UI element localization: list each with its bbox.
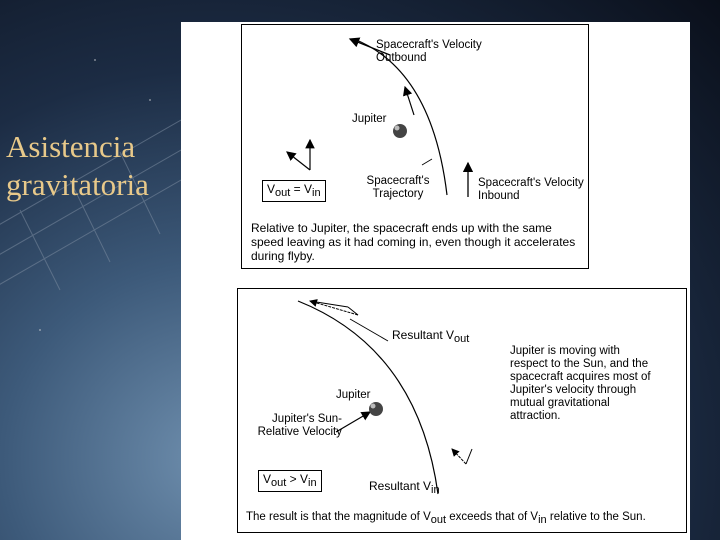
outbound-vector-triangle: [310, 301, 358, 315]
top-caption: Relative to Jupiter, the spacecraft ends up with the same speed leaving as it had coming in, even though it accelerates during flyby.: [251, 221, 576, 263]
explanation-text: Jupiter is moving with respect to the Sun, and the spacecraft acquires most of Jupiter's velocity through mutual gravitational attraction.: [510, 345, 651, 422]
slide-title: [6, 128, 181, 204]
outbound-velocity-label: Spacecraft's Velocity Outbound: [376, 39, 482, 64]
sun-relative-velocity-label: Jupiter's Sun-Relative Velocity: [257, 413, 342, 438]
resultant-out-label: Resultant $V_{out}$: [392, 328, 470, 345]
velocity-equal-formula: $V_{out} = V_{in}$: [262, 180, 326, 202]
jupiter-planet: [393, 124, 407, 138]
jupiter-label: Jupiter: [336, 389, 371, 401]
trajectory-pointer: [422, 159, 432, 165]
resultant-out-pointer: [350, 319, 388, 341]
jupiter-label: Jupiter: [352, 113, 387, 125]
flyby-sun-frame-panel: [237, 288, 687, 533]
satellite-solar-panel-graphic: [0, 0, 181, 540]
diagram-page: [181, 22, 690, 540]
inbound-velocity-label: Spacecraft's Velocity Inbound: [478, 177, 584, 202]
title-line-2: gravitatoria: [6, 167, 149, 202]
jupiter-planet: [369, 402, 383, 416]
velocity-greater-formula: $V_{out} > V_{in}$: [258, 470, 322, 492]
bottom-caption: The result is that the magnitude of $V_{out}$ exceeds that of $V_{in}$ relative to the Sun.: [246, 511, 646, 526]
inbound-vector-triangle: [452, 449, 472, 464]
flyby-jupiter-frame-panel: [241, 24, 589, 269]
mid-arrow: [405, 87, 414, 115]
resultant-in-label: Resultant $V_{in}$: [369, 479, 440, 496]
trajectory-label: Spacecraft's Trajectory: [366, 175, 430, 200]
vector-diagonal: [287, 152, 310, 170]
title-line-1: Asistencia: [6, 129, 136, 164]
